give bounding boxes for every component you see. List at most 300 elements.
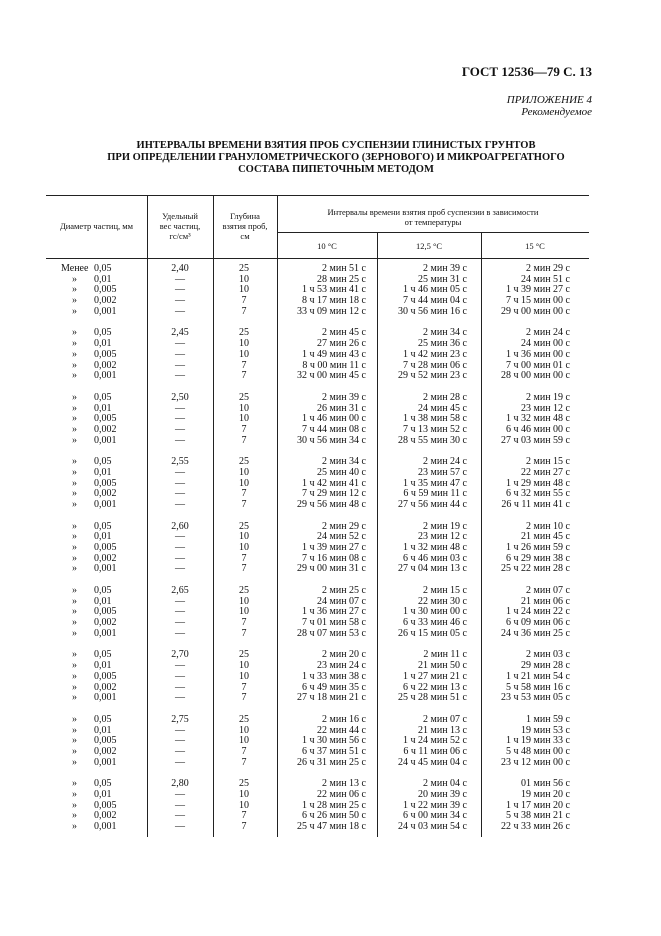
depth-cell: 10 — [239, 595, 249, 607]
weight-dash: — — [175, 348, 185, 360]
diameter-cell: 0,05 — [94, 585, 112, 596]
table-row — [0, 263, 661, 274]
diameter-cell: 0,002 — [94, 423, 117, 435]
time-10c: 6 ч 49 мин 35 с — [302, 681, 366, 693]
time-12-5c: 7 ч 44 мин 04 с — [403, 295, 467, 307]
diameter-cell: 0,05 — [94, 391, 112, 403]
table-row — [0, 585, 661, 596]
time-10c: 28 мин 25 с — [317, 273, 366, 285]
depth-cell: 7 — [241, 756, 247, 768]
time-12-5c: 25 мин 36 с — [418, 338, 467, 350]
weight-dash: — — [175, 434, 185, 446]
ditto-mark: » — [72, 434, 77, 446]
table-row — [0, 413, 661, 424]
header-intervals-line: Интервалы времени взятия проб суспензии в зависимости — [327, 207, 539, 217]
depth-cell: 7 — [241, 305, 247, 317]
weight-dash: — — [175, 477, 185, 489]
ditto-mark: » — [72, 563, 77, 575]
ditto-mark: » — [72, 778, 77, 790]
time-15c: 7 ч 15 мин 00 с — [506, 295, 570, 307]
time-15c: 6 ч 32 мин 55 с — [506, 488, 570, 500]
diameter-cell: 0,05 — [94, 713, 112, 725]
time-10c: 1 ч 49 мин 43 с — [302, 348, 366, 360]
time-12-5c: 7 ч 13 мин 52 с — [403, 423, 467, 435]
time-10c: 2 мин 13 с — [322, 778, 366, 790]
weight-dash: — — [175, 542, 185, 553]
time-10c: 2 мин 39 с — [322, 391, 366, 403]
time-12-5c: 1 ч 32 мин 48 с — [403, 542, 467, 553]
table-title — [40, 140, 632, 176]
weight-dash: — — [175, 617, 185, 629]
time-10c: 1 ч 33 мин 38 с — [302, 670, 366, 682]
time-10c: 32 ч 00 мин 45 с — [297, 370, 366, 382]
ditto-mark: » — [72, 338, 77, 350]
ditto-mark: » — [72, 466, 77, 478]
time-15c: 2 мин 24 с — [526, 327, 570, 339]
diameter-cell: 0,05 — [94, 263, 112, 274]
depth-cell: 25 — [239, 391, 249, 403]
time-10c: 6 ч 37 мин 51 с — [302, 745, 366, 757]
title-line: СОСТАВА ПИПЕТОЧНЫМ МЕТОДОМ — [238, 164, 434, 175]
time-12-5c: 27 ч 04 мин 13 с — [398, 563, 467, 575]
ditto-mark: » — [72, 713, 77, 725]
table-row — [0, 435, 661, 446]
time-15c: 28 ч 00 мин 00 с — [501, 370, 570, 382]
weight-dash: — — [175, 595, 185, 607]
time-12-5c: 24 мин 45 с — [418, 402, 467, 414]
weight-dash: — — [175, 466, 185, 478]
header-intervals-line: от температуры — [404, 217, 462, 227]
title-line: ПРИ ОПРЕДЕЛЕНИИ ГРАНУЛОМЕТРИЧЕСКОГО (ЗЕРНОВОГО) И МИКРОАГРЕГАТНОГО — [107, 152, 565, 163]
time-10c: 8 ч 00 мин 11 с — [302, 359, 366, 371]
ditto-mark: » — [72, 756, 77, 768]
table-row — [0, 499, 661, 510]
time-12-5c: 29 ч 52 мин 23 с — [398, 370, 467, 382]
weight-dash: — — [175, 788, 185, 800]
time-12-5c: 1 ч 38 мин 58 с — [403, 413, 467, 425]
ditto-mark: » — [72, 552, 77, 564]
depth-cell: 7 — [241, 552, 247, 564]
diameter-cell: 0,002 — [94, 488, 117, 500]
depth-cell: 7 — [241, 359, 247, 371]
weight-dash: — — [175, 305, 185, 317]
table-row — [0, 553, 661, 564]
table-row — [0, 746, 661, 757]
weight-dash: — — [175, 692, 185, 704]
time-12-5c: 24 ч 45 мин 04 с — [398, 756, 467, 768]
weight-dash: — — [175, 724, 185, 736]
header-temp-10: 10 °С — [317, 241, 337, 251]
page-header: ГОСТ 12536—79 С. 13 — [461, 64, 592, 79]
time-15c: 01 мин 56 с — [521, 778, 570, 790]
diameter-cell: 0,002 — [94, 359, 117, 371]
ditto-mark: » — [72, 660, 77, 672]
depth-cell: 25 — [239, 263, 249, 274]
table-row — [0, 649, 661, 660]
depth-cell: 25 — [239, 585, 249, 596]
header-temp-15: 15 °С — [525, 241, 545, 251]
depth-cell: 25 — [239, 713, 249, 725]
depth-cell: 7 — [241, 488, 247, 500]
ditto-mark: » — [72, 724, 77, 736]
time-15c: 5 ч 38 мин 21 с — [506, 810, 570, 822]
depth-cell: 7 — [241, 434, 247, 446]
header-intervals — [277, 207, 589, 227]
header-weight-line: вес частиц, — [159, 221, 201, 231]
time-12-5c: 7 ч 28 мин 06 с — [403, 359, 467, 371]
time-12-5c: 2 мин 19 с — [423, 520, 467, 532]
table-row — [0, 821, 661, 832]
weight-dash: — — [175, 273, 185, 285]
time-12-5c: 1 ч 35 мин 47 с — [403, 477, 467, 489]
header-depth-line: Глубина — [230, 211, 260, 221]
ditto-mark: » — [72, 305, 77, 317]
weight-dash: — — [175, 563, 185, 575]
time-12-5c: 2 мин 28 с — [423, 391, 467, 403]
weight-cell: 2,50 — [171, 391, 189, 403]
time-10c: 26 ч 31 мин 25 с — [297, 756, 366, 768]
table-row — [0, 778, 661, 789]
time-10c: 1 ч 28 мин 25 с — [302, 799, 366, 811]
ditto-mark: » — [72, 810, 77, 822]
time-10c: 22 мин 06 с — [317, 788, 366, 800]
weight-dash: — — [175, 488, 185, 500]
depth-cell: 7 — [241, 681, 247, 693]
time-15c: 26 ч 11 мин 41 с — [501, 499, 570, 510]
depth-cell: 7 — [241, 810, 247, 822]
diameter-cell: 0,001 — [94, 434, 117, 446]
time-15c: 6 ч 09 мин 06 с — [506, 617, 570, 629]
time-10c: 25 ч 47 мин 18 с — [297, 821, 366, 832]
ditto-mark: » — [72, 456, 77, 468]
header-bottom-rule — [46, 258, 589, 259]
depth-cell: 10 — [239, 606, 249, 618]
table-row — [0, 660, 661, 671]
ditto-mark: » — [72, 788, 77, 800]
diameter-cell: 0,001 — [94, 821, 117, 832]
depth-cell: 10 — [239, 531, 249, 543]
time-10c: 1 ч 30 мин 56 с — [302, 735, 366, 747]
time-12-5c: 2 мин 07 с — [423, 713, 467, 725]
ditto-mark: » — [72, 692, 77, 704]
depth-cell: 25 — [239, 327, 249, 339]
table-row — [0, 757, 661, 768]
time-10c: 2 мин 45 с — [322, 327, 366, 339]
table-row — [0, 682, 661, 693]
ditto-mark: » — [72, 359, 77, 371]
depth-cell: 10 — [239, 788, 249, 800]
diameter-cell: 0,01 — [94, 724, 112, 736]
time-15c: 19 мин 20 с — [521, 788, 570, 800]
diameter-cell: 0,001 — [94, 370, 117, 382]
diameter-cell: 0,01 — [94, 788, 112, 800]
depth-cell: 25 — [239, 649, 249, 661]
header-depth — [213, 211, 277, 241]
time-15c: 1 ч 39 мин 27 с — [506, 284, 570, 296]
time-10c: 27 ч 18 мин 21 с — [297, 692, 366, 704]
time-15c: 2 мин 03 с — [526, 649, 570, 661]
ditto-mark: » — [72, 617, 77, 629]
time-10c: 1 ч 42 мин 41 с — [302, 477, 366, 489]
weight-cell: 2,70 — [171, 649, 189, 661]
depth-cell: 7 — [241, 745, 247, 757]
time-12-5c: 1 ч 30 мин 00 с — [403, 606, 467, 618]
table-row — [0, 563, 661, 574]
table-row — [0, 392, 661, 403]
weight-dash: — — [175, 338, 185, 350]
diameter-cell: 0,002 — [94, 295, 117, 307]
weight-dash: — — [175, 799, 185, 811]
weight-dash: — — [175, 413, 185, 425]
time-12-5c: 23 мин 57 с — [418, 466, 467, 478]
time-10c: 24 мин 07 с — [317, 595, 366, 607]
header-depth-line: см — [240, 231, 250, 241]
weight-dash: — — [175, 627, 185, 639]
time-12-5c: 6 ч 33 мин 46 с — [403, 617, 467, 629]
time-10c: 1 ч 39 мин 27 с — [302, 542, 366, 553]
table-row — [0, 606, 661, 617]
weight-dash: — — [175, 423, 185, 435]
time-15c: 21 мин 06 с — [521, 595, 570, 607]
time-15c: 2 мин 29 с — [526, 263, 570, 274]
time-15c: 5 ч 48 мин 00 с — [506, 745, 570, 757]
diameter-cell: 0,001 — [94, 756, 117, 768]
diameter-cell: 0,002 — [94, 617, 117, 629]
diameter-cell: 0,005 — [94, 670, 117, 682]
ditto-mark: » — [72, 681, 77, 693]
depth-cell: 10 — [239, 670, 249, 682]
diameter-cell: 0,01 — [94, 338, 112, 350]
time-15c: 27 ч 03 мин 59 с — [501, 434, 570, 446]
weight-dash: — — [175, 552, 185, 564]
time-10c: 28 ч 07 мин 53 с — [297, 627, 366, 639]
time-12-5c: 1 ч 24 мин 52 с — [403, 735, 467, 747]
diameter-cell: 0,01 — [94, 660, 112, 672]
table-row — [0, 306, 661, 317]
time-12-5c: 1 ч 22 мин 39 с — [403, 799, 467, 811]
time-12-5c: 25 ч 28 мин 51 с — [398, 692, 467, 704]
table-row — [0, 628, 661, 639]
depth-cell: 10 — [239, 273, 249, 285]
time-10c: 7 ч 44 мин 08 с — [302, 423, 366, 435]
diameter-cell: 0,005 — [94, 284, 117, 296]
ditto-mark: » — [72, 284, 77, 296]
header-temp-12-5: 12,5 °С — [415, 241, 443, 251]
time-10c: 24 мин 52 с — [317, 531, 366, 543]
depth-cell: 7 — [241, 423, 247, 435]
time-15c: 25 ч 22 мин 28 с — [501, 563, 570, 575]
time-15c: 1 ч 21 мин 54 с — [506, 670, 570, 682]
time-12-5c: 2 мин 11 с — [423, 649, 467, 661]
ditto-mark: » — [72, 295, 77, 307]
diameter-cell: 0,002 — [94, 552, 117, 564]
ditto-mark: » — [72, 488, 77, 500]
weight-dash: — — [175, 735, 185, 747]
time-10c: 1 ч 46 мин 00 с — [302, 413, 366, 425]
time-12-5c: 21 мин 13 с — [418, 724, 467, 736]
time-10c: 29 ч 56 мин 48 с — [297, 499, 366, 510]
time-12-5c: 28 ч 55 мин 30 с — [398, 434, 467, 446]
time-15c: 29 ч 00 мин 00 с — [501, 305, 570, 317]
depth-cell: 7 — [241, 295, 247, 307]
time-10c: 30 ч 56 мин 34 с — [297, 434, 366, 446]
time-10c: 2 мин 51 с — [322, 263, 366, 274]
table-row — [0, 671, 661, 682]
ditto-mark: » — [72, 520, 77, 532]
diameter-cell: 0,01 — [94, 531, 112, 543]
time-10c: 29 ч 00 мин 31 с — [297, 563, 366, 575]
header-depth-line: взятия проб, — [222, 221, 268, 231]
time-10c: 2 мин 20 с — [322, 649, 366, 661]
weight-cell: 2,55 — [171, 456, 189, 468]
ditto-mark: » — [72, 670, 77, 682]
time-12-5c: 21 мин 50 с — [418, 660, 467, 672]
ditto-mark: » — [72, 348, 77, 360]
depth-cell: 7 — [241, 821, 247, 832]
time-10c: 2 мин 16 с — [322, 713, 366, 725]
time-12-5c: 2 мин 24 с — [423, 456, 467, 468]
time-12-5c: 23 мин 12 с — [418, 531, 467, 543]
diameter-cell: 0,001 — [94, 627, 117, 639]
depth-cell: 25 — [239, 456, 249, 468]
diameter-cell: 0,005 — [94, 735, 117, 747]
table-row — [0, 478, 661, 489]
temp-rule — [277, 232, 589, 233]
depth-cell: 7 — [241, 692, 247, 704]
table-row — [0, 714, 661, 725]
time-12-5c: 6 ч 22 мин 13 с — [403, 681, 467, 693]
time-15c: 23 ч 53 мин 05 с — [501, 692, 570, 704]
time-12-5c: 25 мин 31 с — [418, 273, 467, 285]
weight-dash: — — [175, 821, 185, 832]
time-15c: 1 ч 36 мин 00 с — [506, 348, 570, 360]
time-10c: 22 мин 44 с — [317, 724, 366, 736]
time-15c: 5 ч 58 мин 16 с — [506, 681, 570, 693]
ditto-mark: » — [72, 531, 77, 543]
depth-cell: 10 — [239, 338, 249, 350]
diameter-cell: 0,05 — [94, 456, 112, 468]
time-12-5c: 2 мин 34 с — [423, 327, 467, 339]
time-10c: 33 ч 09 мин 12 с — [297, 305, 366, 317]
time-12-5c: 6 ч 59 мин 11 с — [403, 488, 467, 500]
ditto-mark: » — [72, 402, 77, 414]
depth-cell: 7 — [241, 370, 247, 382]
time-15c: 24 ч 36 мин 25 с — [501, 627, 570, 639]
table-row — [0, 327, 661, 338]
depth-cell: 7 — [241, 617, 247, 629]
time-15c: 21 мин 45 с — [521, 531, 570, 543]
diameter-cell: 0,01 — [94, 402, 112, 414]
ditto-mark: » — [72, 273, 77, 285]
ditto-mark: » — [72, 327, 77, 339]
depth-cell: 25 — [239, 778, 249, 790]
table-row — [0, 789, 661, 800]
table-row — [0, 403, 661, 414]
time-15c: 1 ч 24 мин 22 с — [506, 606, 570, 618]
time-15c: 29 мин 28 с — [521, 660, 570, 672]
depth-cell: 10 — [239, 660, 249, 672]
weight-dash: — — [175, 284, 185, 296]
time-10c: 7 ч 01 мин 58 с — [302, 617, 366, 629]
time-10c: 7 ч 29 мин 12 с — [302, 488, 366, 500]
table-row — [0, 725, 661, 736]
table-top-rule — [46, 195, 589, 196]
time-12-5c: 1 ч 27 мин 21 с — [403, 670, 467, 682]
weight-dash: — — [175, 810, 185, 822]
ditto-mark: » — [72, 649, 77, 661]
depth-cell: 10 — [239, 477, 249, 489]
diameter-prefix: Менее — [61, 263, 89, 274]
table-row — [0, 349, 661, 360]
time-15c: 22 мин 27 с — [521, 466, 570, 478]
time-12-5c: 6 ч 46 мин 03 с — [403, 552, 467, 564]
ditto-mark: » — [72, 542, 77, 553]
time-10c: 2 мин 25 с — [322, 585, 366, 596]
ditto-mark: » — [72, 413, 77, 425]
diameter-cell: 0,005 — [94, 799, 117, 811]
ditto-mark: » — [72, 821, 77, 832]
time-15c: 1 ч 19 мин 33 с — [506, 735, 570, 747]
ditto-mark: » — [72, 799, 77, 811]
diameter-cell: 0,05 — [94, 778, 112, 790]
time-10c: 23 мин 24 с — [317, 660, 366, 672]
time-10c: 27 мин 26 с — [317, 338, 366, 350]
weight-dash: — — [175, 670, 185, 682]
weight-dash: — — [175, 359, 185, 371]
time-10c: 2 мин 29 с — [322, 520, 366, 532]
depth-cell: 10 — [239, 724, 249, 736]
depth-cell: 10 — [239, 466, 249, 478]
time-12-5c: 2 мин 39 с — [423, 263, 467, 274]
time-12-5c: 30 ч 56 мин 16 с — [398, 305, 467, 317]
weight-dash: — — [175, 606, 185, 618]
diameter-cell: 0,002 — [94, 681, 117, 693]
appendix-status: Рекомендуемое — [521, 106, 592, 118]
weight-cell: 2,60 — [171, 520, 189, 532]
diameter-cell: 0,002 — [94, 810, 117, 822]
time-10c: 6 ч 26 мин 50 с — [302, 810, 366, 822]
time-15c: 23 мин 12 с — [521, 402, 570, 414]
appendix-label: ПРИЛОЖЕНИЕ 4 — [506, 94, 592, 106]
time-12-5c: 1 ч 46 мин 05 с — [403, 284, 467, 296]
time-15c: 19 мин 53 с — [521, 724, 570, 736]
table-row — [0, 542, 661, 553]
appendix-note — [507, 94, 592, 118]
depth-cell: 7 — [241, 563, 247, 575]
weight-cell: 2,75 — [171, 713, 189, 725]
diameter-cell: 0,001 — [94, 692, 117, 704]
diameter-cell: 0,001 — [94, 499, 117, 510]
depth-cell: 7 — [241, 627, 247, 639]
weight-dash: — — [175, 745, 185, 757]
time-12-5c: 2 мин 15 с — [423, 585, 467, 596]
time-10c: 2 мин 34 с — [322, 456, 366, 468]
weight-dash: — — [175, 660, 185, 672]
time-15c: 2 мин 07 с — [526, 585, 570, 596]
table-row — [0, 488, 661, 499]
depth-cell: 10 — [239, 413, 249, 425]
time-15c: 1 ч 17 мин 20 с — [506, 799, 570, 811]
table-row — [0, 521, 661, 532]
diameter-cell: 0,01 — [94, 595, 112, 607]
time-15c: 1 ч 29 мин 48 с — [506, 477, 570, 489]
table-row — [0, 338, 661, 349]
diameter-cell: 0,05 — [94, 649, 112, 661]
weight-cell: 2,80 — [171, 778, 189, 790]
time-10c: 26 мин 31 с — [317, 402, 366, 414]
table-row — [0, 284, 661, 295]
table-row — [0, 360, 661, 371]
